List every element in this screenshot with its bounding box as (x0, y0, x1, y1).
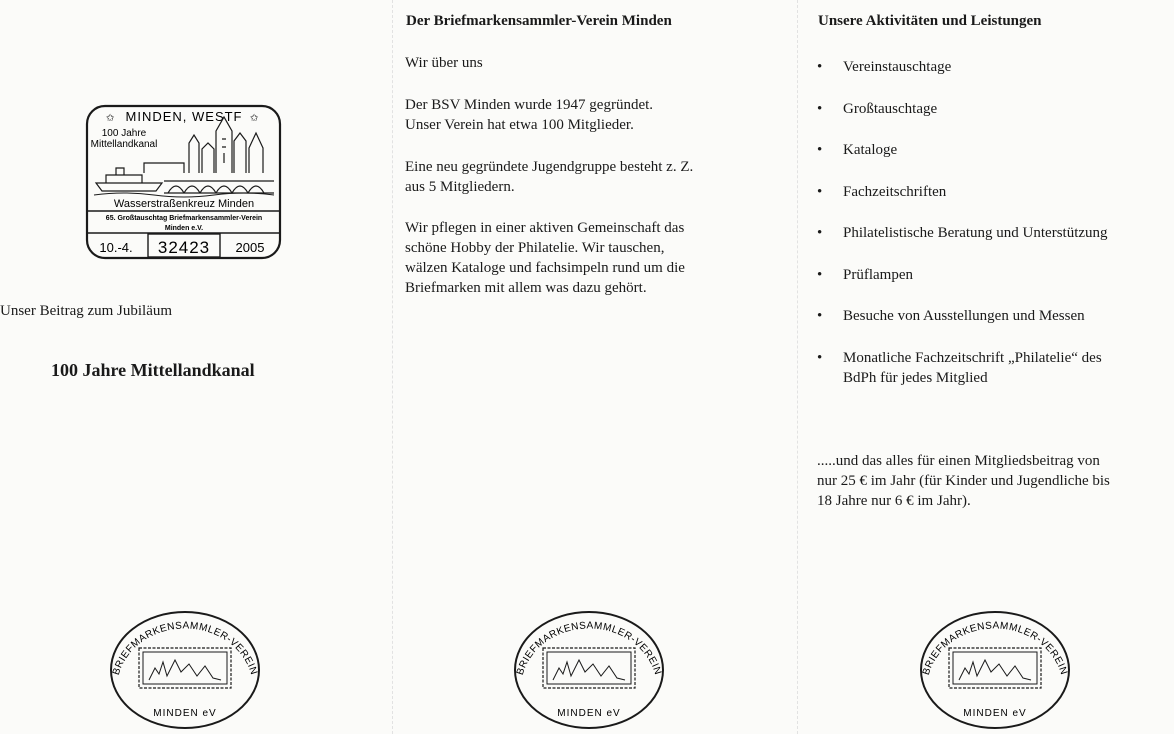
activities-title: Unsere Aktivitäten und Leistungen (818, 13, 1042, 29)
club-title: Der Briefmarkensammler-Verein Minden (406, 13, 672, 29)
list-item: • Besuche von Ausstellungen und Messen (817, 306, 1167, 326)
svg-text:MINDEN eV: MINDEN eV (153, 708, 217, 719)
svg-text:BRIEFMARKENSAMMLER-VEREIN: BRIEFMARKENSAMMLER-VEREIN (514, 620, 664, 677)
postmark-date: 10.-4. (99, 240, 133, 255)
ship-illustration (96, 168, 162, 191)
activities-list (817, 57, 1167, 409)
list-item: • Großtauschtage (817, 99, 1167, 119)
svg-text:BRIEFMARKENSAMMLER-VEREIN: BRIEFMARKENSAMMLER-VEREIN (110, 620, 260, 677)
postmark-star-right-icon: ✩ (250, 113, 259, 124)
postmark-event-1: 100 Jahre (101, 128, 147, 139)
about-subtitle: Wir über uns (405, 55, 483, 71)
community-paragraph: Wir pflegen in einer aktiven Gemeinschaft das schöne Hobby der Philatelie. Wir tauschen, wälzen Kataloge und fachsimpeln rund um die Briefmarken mit allem was dazu gehört. (405, 220, 685, 296)
club-stamp-right (915, 602, 1075, 732)
minden-skyline-illustration (144, 117, 263, 173)
contribution-text: Unser Beitrag zum Jubiläum (0, 303, 173, 319)
list-item: • Prüflampen (817, 265, 1167, 285)
postmark-town: MINDEN, WESTF (125, 109, 243, 124)
postmark-event-2: Mittellandkanal (90, 139, 158, 150)
founding-paragraph: Der BSV Minden wurde 1947 gegründet. Unser Verein hat etwa 100 Mitglieder. (405, 97, 654, 133)
membership-fee-text: .....und das alles für einen Mitgliedsbeitrag von nur 25 € im Jahr (für Kinder und Jugendliche bis 18 Jahre nur 6 € im Jahr). (817, 453, 1110, 509)
bridge-illustration (164, 181, 274, 193)
svg-text:MINDEN eV: MINDEN eV (557, 708, 621, 719)
list-item: • Fachzeitschriften (817, 182, 1167, 202)
list-item: • Monatliche Fachzeitschrift „Philatelie“ des BdPh für jedes Mitglied (817, 348, 1167, 388)
postmark-event-line-1: 65. Großtauschtag Briefmarkensammler-Verein (105, 215, 263, 222)
club-stamp-middle (509, 602, 669, 732)
list-item: • Kataloge (817, 140, 1167, 160)
postmark-postcode: 32423 (157, 238, 211, 257)
postmark-star-left-icon: ✩ (106, 113, 115, 124)
youth-group-paragraph: Eine neu gegründete Jugendgruppe besteht z. Z. aus 5 Mitgliedern. (405, 159, 694, 195)
svg-text:MINDEN eV: MINDEN eV (963, 708, 1027, 719)
list-item: • Philatelistische Beratung und Unterstützung (817, 223, 1167, 243)
list-item: • Vereinstauschtage (817, 57, 1167, 77)
postmark-event-line-2: Minden e.V. (164, 225, 204, 232)
club-stamp-left (105, 602, 265, 732)
svg-text:BRIEFMARKENSAMMLER-VEREIN: BRIEFMARKENSAMMLER-VEREIN (920, 620, 1070, 677)
postmark-stamp (84, 103, 284, 261)
postmark-year: 2005 (235, 240, 265, 255)
postmark-place: Wasserstraßenkreuz Minden (113, 198, 255, 210)
jubilee-title: 100 Jahre Mittellandkanal (51, 360, 255, 380)
